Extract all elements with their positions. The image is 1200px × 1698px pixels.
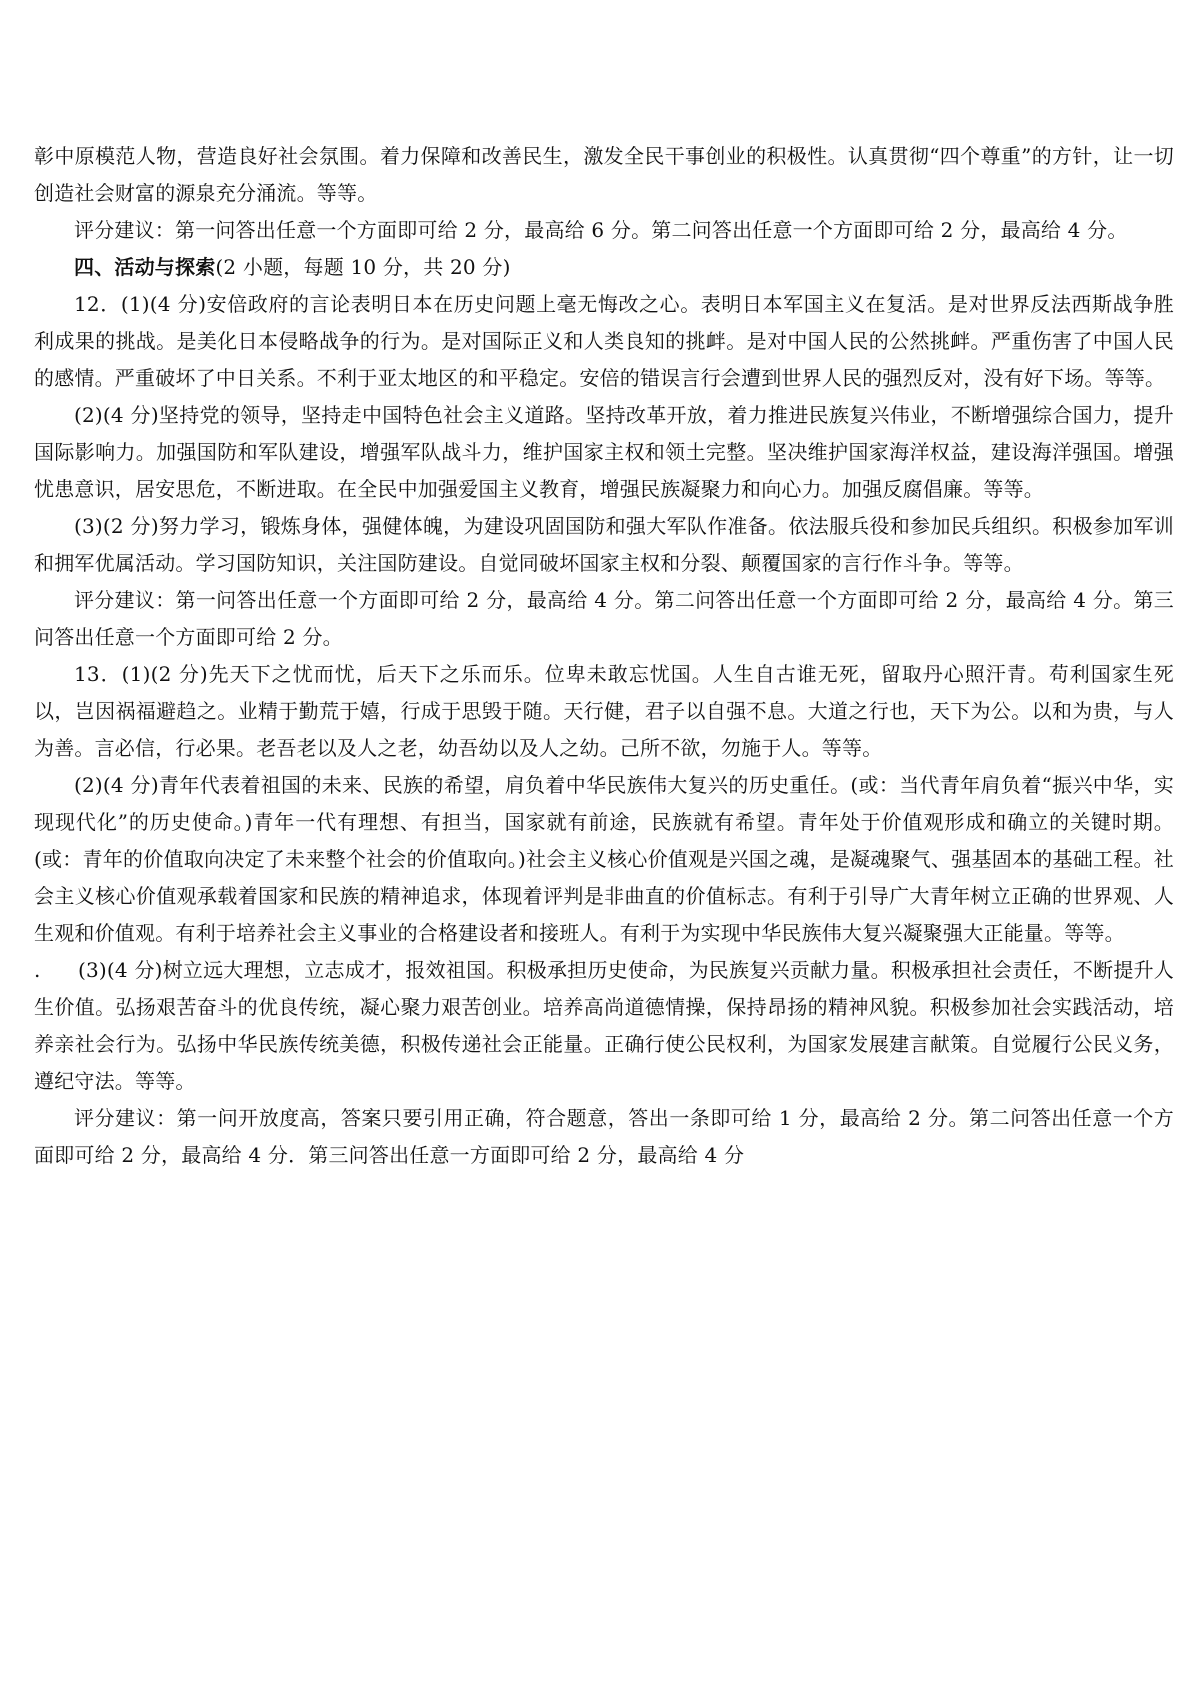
scoring-note-q12: 评分建议：第一问答出任意一个方面即可给 2 分，最高给 4 分。第二问答出任意一个方面即可给 2 分，最高给 4 分。第三问答出任意一个方面即可给 2 分。	[34, 588, 1174, 649]
answer-q12-part3: (3)(2 分)努力学习，锻炼身体，强健体魄，为建设巩固国防和强大军队作准备。依法服兵役和参加民兵组织。积极参加军训和拥军优属活动。学习国防知识，关注国防建设。自觉同破坏国家主权和分裂、颠覆国家的言行作斗争。等等。	[34, 514, 1174, 575]
section-heading	[34, 249, 1174, 286]
answer-content	[34, 138, 1174, 1174]
answer-q13-part1: 13．(1)(2 分)先天下之忧而忧，后天下之乐而乐。位卑未敢忘忧国。人生自古谁无死，留取丹心照汗青。苟利国家生死以，岂因祸福避趋之。业精于勤荒于嬉，行成于思毁于随。天行健，君子以自强不息。大道之行也，天下为公。以和为贵，与人为善。言必信，行必果。老吾老以及人之老，幼吾幼以及人之幼。己所不欲，勿施于人。等等。	[34, 662, 1174, 760]
scoring-note-q11: 评分建议：第一问答出任意一个方面即可给 2 分，最高给 6 分。第二问答出任意一个方面即可给 2 分，最高给 4 分。	[74, 218, 1128, 242]
answer-q12-part1: 12．(1)(4 分)安倍政府的言论表明日本在历史问题上毫无悔改之心。表明日本军国主义在复活。是对世界反法西斯战争胜利成果的挑战。是美化日本侵略战争的行为。是对国际正义和人类良知的挑衅。是对中国人民的公然挑衅。严重伤害了中国人民的感情。严重破坏了中日关系。不利于亚太地区的和平稳定。安倍的错误言行会遭到世界人民的强烈反对，没有好下场。等等。	[34, 292, 1174, 390]
paragraph-continuation: 彰中原模范人物，营造良好社会氛围。着力保障和改善民生，激发全民干事创业的积极性。认真贯彻“四个尊重”的方针，让一切创造社会财富的源泉充分涌流。等等。	[34, 144, 1174, 205]
answer-q12-part2: (2)(4 分)坚持党的领导，坚持走中国特色社会主义道路。坚持改革开放，着力推进民族复兴伟业，不断增强综合国力，提升国际影响力。加强国防和军队建设，增强军队战斗力，维护国家主权和领土完整。坚决维护国家海洋权益，建设海洋强国。增强忧患意识，居安思危，不断进取。在全民中加强爱国主义教育，增强民族凝聚力和向心力。加强反腐倡廉。等等。	[34, 403, 1174, 501]
answer-q13-part3-row	[34, 952, 1174, 1100]
section-note: (2 小题，每题 10 分，共 20 分)	[215, 255, 511, 279]
stray-dot: .	[34, 958, 41, 982]
section-title: 四、活动与探索	[74, 255, 216, 279]
answer-q13-part2: (2)(4 分)青年代表着祖国的未来、民族的希望，肩负着中华民族伟大复兴的历史重任。(或：当代青年肩负着“振兴中华，实现现代化”的历史使命。)青年一代有理想、有担当，国家就有前途，民族就有希望。青年处于价值观形成和确立的关键时期。(或：青年的价值取向决定了未来整个社会的价值取向。)社会主义核心价值观是兴国之魂，是凝魂聚气、强基固本的基础工程。社会主义核心价值观承载着国家和民族的精神追求，体现着评判是非曲直的价值标志。有利于引导广大青年树立正确的世界观、人生观和价值观。有利于培养社会主义事业的合格建设者和接班人。有利于为实现中华民族伟大复兴凝聚强大正能量。等等。	[34, 773, 1174, 945]
answer-q13-part3: (3)(4 分)树立远大理想，立志成才，报效祖国。积极承担历史使命，为民族复兴贡献力量。积极承担社会责任，不断提升人生价值。弘扬艰苦奋斗的优良传统，凝心聚力艰苦创业。培养高尚道德情操，保持昂扬的精神风貌。积极参加社会实践活动，培养亲社会行为。弘扬中华民族传统美德，积极传递社会正能量。正确行使公民权利，为国家发展建言献策。自觉履行公民义务，遵纪守法。等等。	[34, 958, 1174, 1093]
scoring-note-q13: 评分建议：第一问开放度高，答案只要引用正确，符合题意，答出一条即可给 1 分，最高给 2 分。第二问答出任意一个方面即可给 2 分，最高给 4 分．第三问答出任意一方面即可给 2 分，最高给 4 分	[34, 1106, 1174, 1167]
